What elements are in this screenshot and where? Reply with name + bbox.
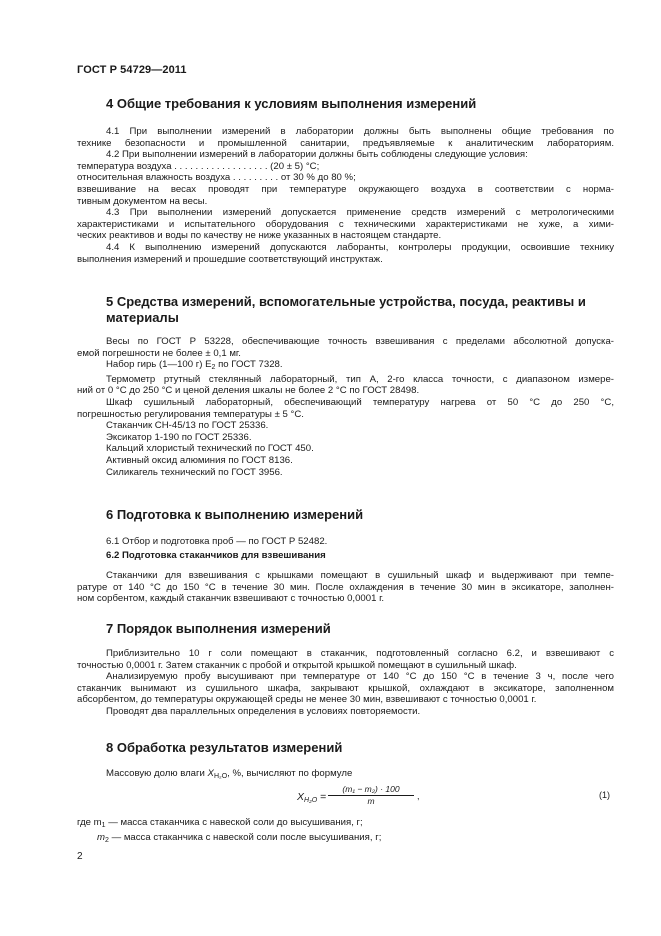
section-6-title: 6 Подготовка к выполнению измерений <box>106 507 364 522</box>
section-4-body <box>77 126 614 265</box>
s4-p1-line1: 4.1 При выполнении измерений в лаборатории должны быть выполнены общие требования по <box>106 126 614 137</box>
s7-p2-line1: Анализируемую пробу высушивают при температуре от 140 °С до 150 °С в течение 3 ч, после чего <box>106 671 614 683</box>
formula-number: (1) <box>599 790 610 800</box>
formula-denominator: m <box>367 796 375 806</box>
s6-p1 <box>77 536 614 548</box>
s8-where-line1 <box>77 817 614 832</box>
s5-i2 <box>77 359 614 374</box>
s8-intro-x: X <box>207 768 214 779</box>
s4-p2-line5: тивным документом на весы. <box>77 195 208 207</box>
s4-p4-line2: выполнения измерений и прошедшие соответствующий инструктаж. <box>77 253 383 265</box>
standard-header: ГОСТ Р 54729—2011 <box>77 64 187 76</box>
section-5-title <box>106 294 626 326</box>
s7-p1-line1: Приблизительно 10 г соли помещают в стаканчик, подготовленный согласно 6.2, и взвешивают с <box>106 648 614 659</box>
s4-p3-line3: ческих реактивов и воды по качеству не ниже указанных в настоящем стандарте. <box>77 230 442 242</box>
s8-intro-b: , %, вычисляют по формуле <box>227 768 353 779</box>
formula-lhs-sub: H₂O <box>304 797 318 804</box>
s5-i6: Эксикатор 1-190 по ГОСТ 25336. <box>106 431 252 443</box>
s6-subsection-title: 6.2 Подготовка стаканчиков для взвешивания <box>106 550 326 561</box>
s7-p1-line2: точностью 0,0001 г. Затем стаканчик с пробой и открытой крышкой помещают в сушильный шкаф. <box>77 659 517 671</box>
section-5-body <box>77 336 614 478</box>
s5-i2-sub: 2 <box>211 364 216 372</box>
s7-p3: Проводят два параллельных определения в условиях повторяемости. <box>106 705 421 717</box>
s5-i4-line1: Шкаф сушильный лабораторный, обеспечивающий температуру нагрева от 50 °С до 250 °С, <box>106 396 614 408</box>
s4-p3-line2: характеристиками и испытательного оборудования с техническими характеристиками не хуже, а хими- <box>77 218 614 230</box>
s8-where <box>77 817 614 846</box>
s5-i5: Стаканчик СН-45/13 по ГОСТ 25336. <box>106 420 269 432</box>
s4-p2-line3: относительная влажность воздуха . . . . . . . . . от 30 % до 80 %; <box>77 172 356 184</box>
s8-w1-b: — масса стаканчика с навеской соли до высушивания, г; <box>105 817 363 828</box>
s8-intro-line <box>77 768 614 783</box>
section-8-title: 8 Обработка результатов измерений <box>106 740 343 755</box>
s6-p1-line: 6.1 Отбор и подготовка проб — по ГОСТ Р 52482. <box>106 536 328 547</box>
s5-i2-a: Набор гирь (1—100 г) Е <box>106 359 212 371</box>
s6-p2-line3: ном сорбентом, каждый стаканчик взвешивают с точностью 0,0001 г. <box>77 593 385 605</box>
s7-p2-line2: стаканчик вынимают из сушильного шкафа, закрывают крышкой, охлаждают в эксикаторе, заполненном <box>77 682 614 694</box>
s4-p2-line2: температура воздуха . . . . . . . . . . . . . . . . . . (20 ± 5) °С; <box>77 160 320 172</box>
s8-w2-sub: 2 <box>105 836 109 844</box>
formula-lhs <box>297 791 326 804</box>
s5-i1-line1: Весы по ГОСТ Р 53228, обеспечивающие точность взвешивания с пределами абсолютной допуска- <box>106 336 614 347</box>
s5-i4-line2: погрешностью регулирования температуры ± 5 °С. <box>77 408 304 420</box>
formula-fraction <box>328 784 414 806</box>
s8-where-line2 <box>77 832 614 847</box>
s5-i1-line2: емой погрешности не более ± 0,1 мг. <box>77 347 241 359</box>
s5-i8: Активный оксид алюминия по ГОСТ 8136. <box>106 454 293 466</box>
s5-i2-b: по ГОСТ 7328. <box>215 359 283 371</box>
formula-comma: , <box>417 791 420 801</box>
s4-p2-line1: 4.2 При выполнении измерений в лаборатории должны быть соблюдены следующие условия: <box>106 149 528 161</box>
s8-w2-a: m <box>97 831 105 843</box>
s6-p2-line2: ратуре от 140 °С до 150 °С в течение 30 мин. После охлаждения в течение 30 мин в эксикаторе, заполнен- <box>77 581 614 593</box>
section-7-title: 7 Порядок выполнения измерений <box>106 621 331 636</box>
s8-w2-b: — масса стаканчика с навеской соли после высушивания, г; <box>108 831 382 843</box>
s5-i3-line2: ний от 0 °С до 250 °С и ценой деления шкалы не более 2 °С по ГОСТ 28498. <box>77 385 420 397</box>
formula-lhs-x: X <box>297 791 305 803</box>
s6-p2 <box>77 570 614 605</box>
s8-w1-sub: 1 <box>101 822 106 829</box>
s6-p2-line1: Стаканчики для взвешивания с крышками помещают в сушильный шкаф и выдерживают при темпе- <box>106 570 614 581</box>
s4-p3-line1: 4.3 При выполнении измерений допускается применение средств измерений с метрологическими <box>106 207 614 219</box>
s5-i3-line1: Термометр ртутный стеклянный лабораторный, тип А, 2-го класса точности, с диапазоном измере- <box>106 373 614 385</box>
page-number: 2 <box>77 851 83 862</box>
s5-title-line2: материалы <box>106 310 179 325</box>
s8-intro <box>77 768 614 783</box>
section-4-title: 4 Общие требования к условиям выполнения измерений <box>106 96 477 111</box>
s5-i9: Силикагель технический по ГОСТ 3956. <box>106 466 283 478</box>
s5-title-line1: 5 Средства измерений, вспомогательные устройства, посуда, реактивы и <box>106 294 586 309</box>
s8-w1-a: где m <box>77 817 102 828</box>
s4-p2-line4: взвешивание на весах проводят при температуре окружающего воздуха в соответствии с норма- <box>77 183 614 195</box>
formula-equals: = <box>317 791 327 803</box>
s4-p4-line1: 4.4 К выполнению измерений допускаются лаборанты, контролеры продукции, освоившие технику <box>106 241 614 253</box>
s5-i7: Кальций хлористый технический по ГОСТ 450. <box>106 443 314 455</box>
s4-p1-line2: технике безопасности и промышленной санитарии, предъявляемые к аналитическим лабораториям. <box>77 137 614 149</box>
s8-intro-a: Массовую долю влаги <box>106 768 208 779</box>
s7-p2-line3: абсорбентом, до температуры окружающей среды не менее 30 мин, взвешивают с точностью 0,0001 г. <box>77 694 537 706</box>
section-7-body <box>77 648 614 718</box>
s8-intro-sub: H₂O <box>213 773 228 780</box>
formula-numerator: (m₁ − m₂) · 100 <box>328 784 414 796</box>
